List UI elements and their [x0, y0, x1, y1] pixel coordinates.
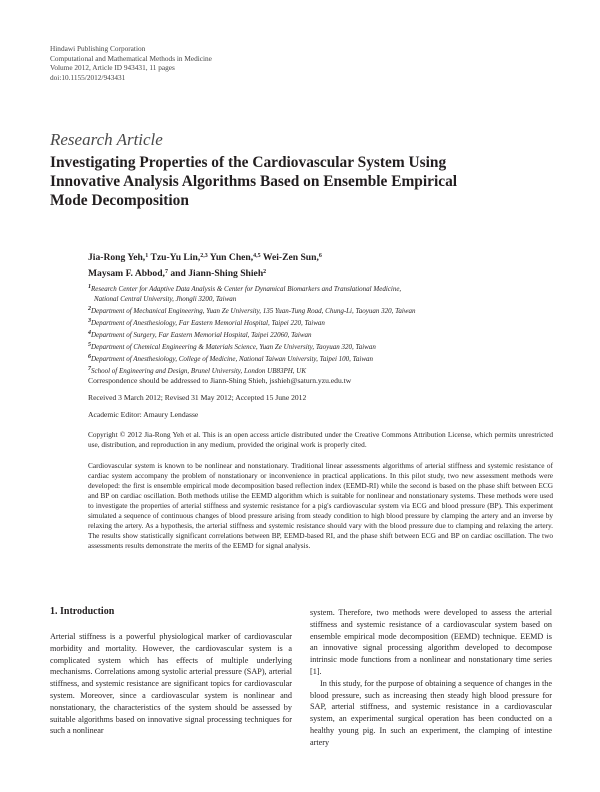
body-column-right: [310, 607, 552, 749]
affiliation-number: 1: [88, 284, 91, 290]
affiliation-number: 3: [88, 318, 91, 324]
academic-editor: Academic Editor: Amaury Lendasse: [88, 410, 199, 419]
affiliation-text-continued: National Central University, Jhongli 3200, Taiwan: [94, 295, 237, 303]
article-type: Research Article: [50, 130, 163, 149]
publisher: Hindawi Publishing Corporation: [50, 44, 146, 53]
doi: doi:10.1155/2012/943431: [50, 72, 126, 82]
affiliation-line: [88, 328, 415, 340]
author-name: Wei-Zen Sun,: [262, 252, 319, 263]
affiliation-text: Department of Chemical Engineering & Materials Science, Yuan Ze University, Taoyuan 320, Taiwan: [91, 343, 376, 351]
author-name: Tzu-Yu Lin,: [150, 252, 201, 263]
received-dates: Received 3 March 2012; Revised 31 May 2012; Accepted 15 June 2012: [88, 393, 307, 402]
author-affiliation-mark: 6: [318, 253, 322, 259]
author-name: Jia-Rong Yeh,: [88, 252, 146, 263]
author-name: Yun Chen,: [209, 252, 254, 263]
affiliation-text: Research Center for Adaptive Data Analysis & Center for Dynamical Biomarkers and Translational Medicine,: [91, 285, 402, 293]
paragraph: system. Therefore, two methods were developed to assess the arterial stiffness and systemic resistance of a cardiovascular system based on ensemble empirical mode decomposition (EEMD) technique. EEMD is an innovative signal processing algorithm developed to decompose intrinsic mode functions from a nonlinear and nonstationary time series [1].: [310, 608, 552, 676]
affiliations: [88, 282, 415, 376]
body-column-left: [50, 631, 292, 737]
affiliation-number: 6: [88, 354, 91, 360]
affiliation-text: Department of Mechanical Engineering, Yuan Ze University, 135 Yuan-Tung Road, Chung-Li, Taoyuan 320, Taiwan: [91, 307, 416, 315]
section-title: 1. Introduction: [50, 606, 115, 617]
author-name: Maysam F. Abbod,: [88, 268, 165, 279]
affiliation-number: 2: [88, 306, 91, 312]
author-affiliation-mark: 2,3: [200, 253, 208, 259]
affiliation-text: Department of Surgery, Far Eastern Memorial Hospital, Taipei 22060, Taiwan: [91, 331, 312, 339]
affiliation-line: [88, 352, 415, 364]
affiliation-line: [88, 304, 415, 316]
affiliation-line: [88, 340, 415, 352]
affiliation-text: Department of Anesthesiology, College of Medicine, National Taiwan University, Taipei 100, Taiwan: [91, 355, 374, 363]
affiliation-text: Department of Anesthesiology, Far Eastern Memorial Hospital, Taipei 220, Taiwan: [91, 319, 325, 327]
paragraph: In this study, for the purpose of obtaining a sequence of changes in the blood pressure, such as increasing then steady high blood pressure for SAP, arterial stiffness, and systemic resistance in a cardiovascular system, an experimental surgical operation has been conducted on a healthy young pig. In such an experiment, the clamping of intestine artery: [310, 678, 552, 747]
author-list: [88, 249, 388, 281]
affiliation-line: [88, 316, 415, 328]
author-affiliation-mark: 4,5: [253, 253, 261, 259]
author-name: and Jiann-Shing Shieh: [170, 268, 264, 279]
affiliation-line: [88, 282, 415, 294]
author-affiliation-mark: 2: [263, 269, 267, 275]
author-affiliation-mark: 7: [164, 269, 168, 275]
paper-title: Investigating Properties of the Cardiovascular System Using Innovative Analysis Algorithms Based on Ensemble Empirical Mode Decomposition: [50, 154, 458, 209]
copyright-notice: Copyright © 2012 Jia-Rong Yeh et al. This is an open access article distributed under the Creative Commons Attribution License, which permits unrestricted use, distribution, and reproduction in any medium, provided the original work is properly cited.: [88, 430, 553, 449]
journal-header: [50, 44, 212, 82]
author-affiliation-mark: 1: [145, 253, 149, 259]
affiliation-number: 5: [88, 342, 91, 348]
journal-name: Computational and Mathematical Methods in Medicine: [50, 53, 212, 63]
affiliation-text: School of Engineering and Design, Brunel University, London UB83PH, UK: [91, 367, 307, 375]
volume-info: Volume 2012, Article ID 943431, 11 pages: [50, 63, 175, 72]
paragraph: Arterial stiffness is a powerful physiological marker of cardiovascular morbidity and mortality. However, the cardiovascular system is a complicated system which has effects of multiple underlying mechanisms. Correlations among systolic arterial pressure (SAP), arterial stiffness, and systemic resistance are significant topics for cardiovascular system. Moreover, since a cardiovascular system is nonlinear and nonstationary, the characteristics of the system should be assessed by suitable algorithms based on innovative signal processing techniques for such a nonlinear: [50, 632, 292, 736]
correspondence: Correspondence should be addressed to Jiann-Shing Shieh, jsshieh@saturn.yzu.edu.tw: [88, 376, 352, 385]
affiliation-line: [88, 364, 415, 376]
affiliation-number: 4: [88, 330, 91, 336]
affiliation-number: 7: [88, 366, 91, 372]
abstract: Cardiovascular system is known to be nonlinear and nonstationary. Traditional linear assessments algorithms of arterial stiffness and systemic resistance of cardiac system accompany the problem of nonstationary or inconvenience in practical applications. In this pilot study, two new assessment methods were developed: the first is ensemble empirical mode decomposition based reflection index (EEMD-RI) while the second is based on the phase shift between ECG and BP on cardiac oscillation. Both methods utilise the EEMD algorithm which is suitable for nonlinear and nonstationary systems. These methods were used to investigate the properties of arterial stiffness and systemic resistance for a pig's cardiovascular system via ECG and blood pressure (BP). This experiment simulated a sequence of continuous changes of blood pressure arising from steady condition to high blood pressure by clamping the artery and an inverse by relaxing the artery. As a hypothesis, the arterial stiffness and systemic resistance should vary with the blood pressure due to clamping and relaxing the artery. The results show statistically significant correlations between BP, EEMD-based RI, and the phase shift between ECG and BP on cardiac oscillation. The two assessments results demonstrate the merits of the EEMD for signal analysis.: [88, 461, 553, 550]
